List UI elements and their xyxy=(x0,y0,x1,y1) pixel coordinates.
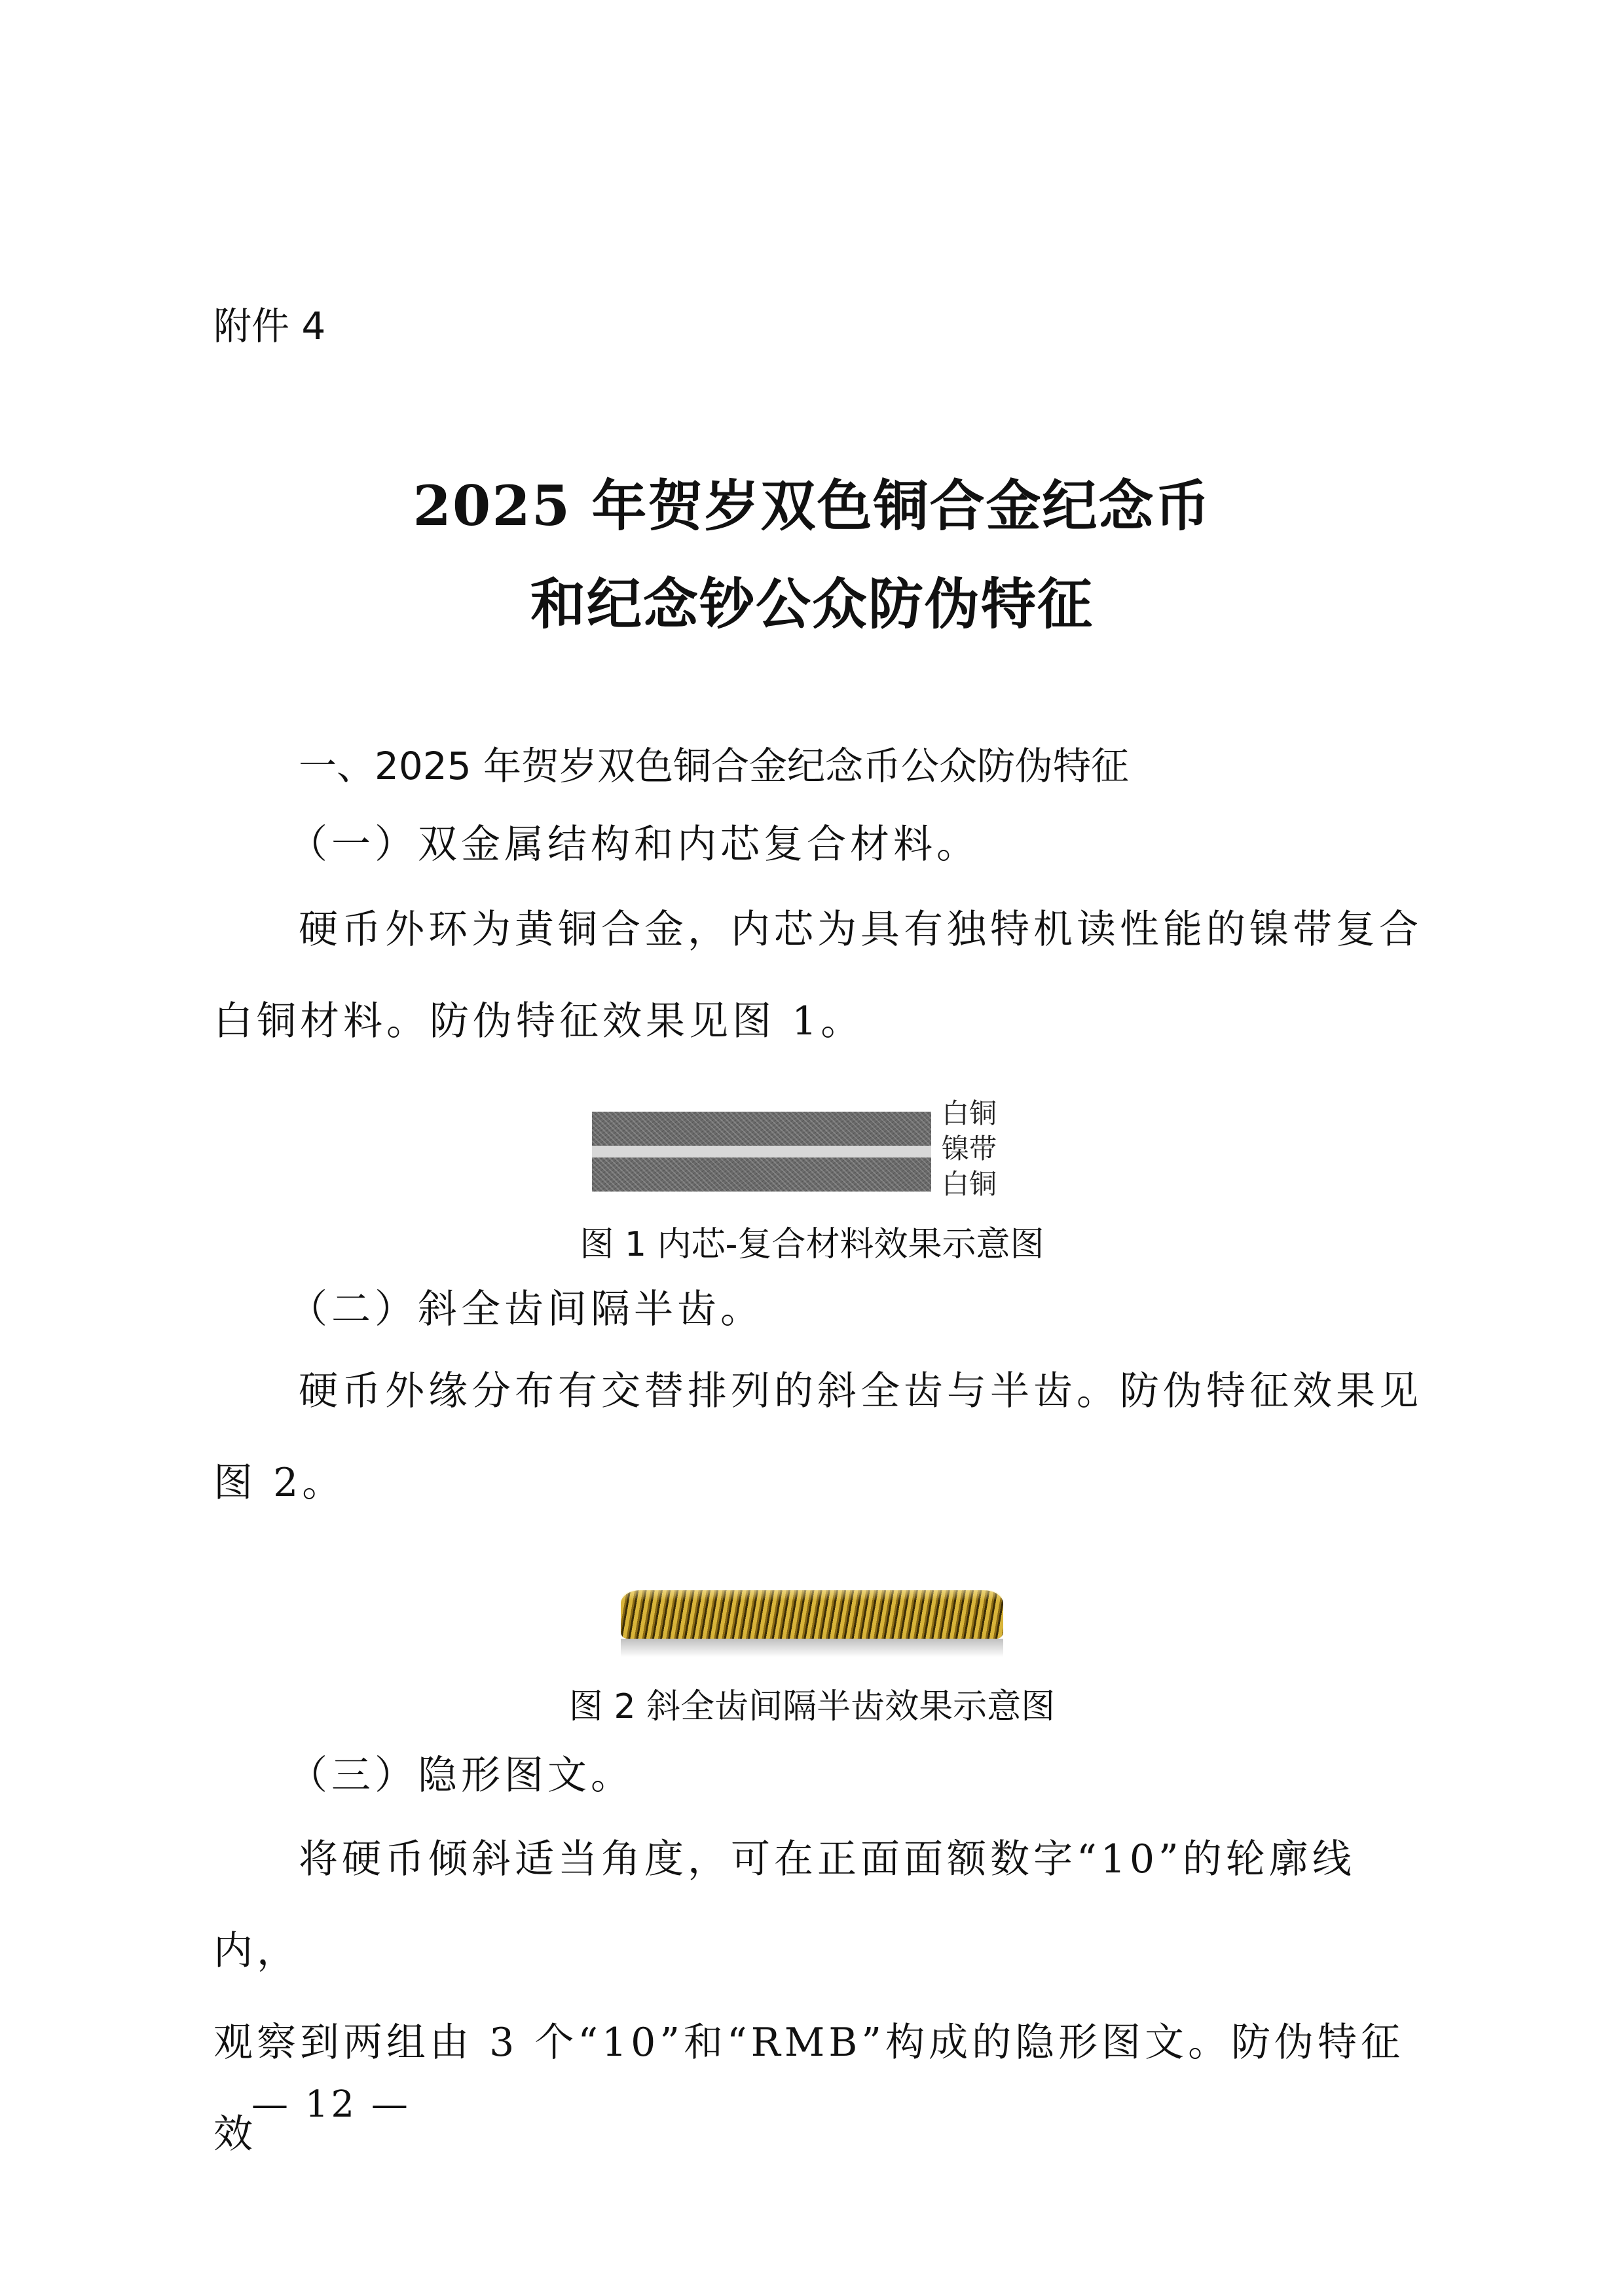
paragraph-line: 白铜材料。防伪特征效果见图 1。 xyxy=(213,998,864,1044)
figure-1-core-composite-image xyxy=(592,1112,931,1192)
figure-2-caption: 图 2 斜全齿间隔半齿效果示意图 xyxy=(568,1687,1056,1726)
figure-1-label-middle: 镍带 xyxy=(942,1133,997,1165)
attachment-label: 附件 4 xyxy=(213,304,326,348)
page-number: — 12 — xyxy=(251,2083,411,2126)
paragraph-line: 图 2。 xyxy=(213,1460,346,1506)
document-title-line-2: 和纪念钞公众防伪特征 xyxy=(530,572,1094,636)
paragraph-line: 硬币外缘分布有交替排列的斜全齿与半齿。防伪特征效果见 xyxy=(299,1368,1422,1414)
document-title-line-1: 2025 年贺岁双色铜合金纪念币 xyxy=(413,473,1211,538)
nickel-band xyxy=(592,1146,931,1157)
figure-1-label-top: 白铜 xyxy=(942,1097,997,1129)
coin-edge-highlight xyxy=(621,1590,1003,1601)
subsection-paragraph-1 xyxy=(213,884,1431,1067)
paragraph-line: 硬币外环为黄铜合金，内芯为具有独特机读性能的镍带复合 xyxy=(299,907,1422,953)
subsection-heading-2: （二）斜全齿间隔半齿。 xyxy=(288,1286,764,1332)
figure-1-caption: 图 1 内芯-复合材料效果示意图 xyxy=(580,1225,1044,1264)
subsection-heading-3: （三）隐形图文。 xyxy=(288,1753,634,1798)
paragraph-line: 观察到两组由 3 个“10”和“RMB”构成的隐形图文。防伪特征效 xyxy=(213,2020,1405,2157)
coin-edge-shadow xyxy=(621,1639,1003,1657)
paragraph-line: 将硬币倾斜适当角度，可在正面面额数字“10”的轮廓线内， xyxy=(213,1836,1356,1974)
subsection-heading-1: （一）双金属结构和内芯复合材料。 xyxy=(288,822,980,867)
section-heading: 一、2025 年贺岁双色铜合金纪念币公众防伪特征 xyxy=(299,744,1130,788)
figure-1-label-bottom: 白铜 xyxy=(942,1168,997,1200)
subsection-paragraph-2 xyxy=(213,1345,1431,1529)
figure-2-coin-edge-image xyxy=(621,1567,1003,1657)
figure-1-labels xyxy=(942,1096,997,1202)
